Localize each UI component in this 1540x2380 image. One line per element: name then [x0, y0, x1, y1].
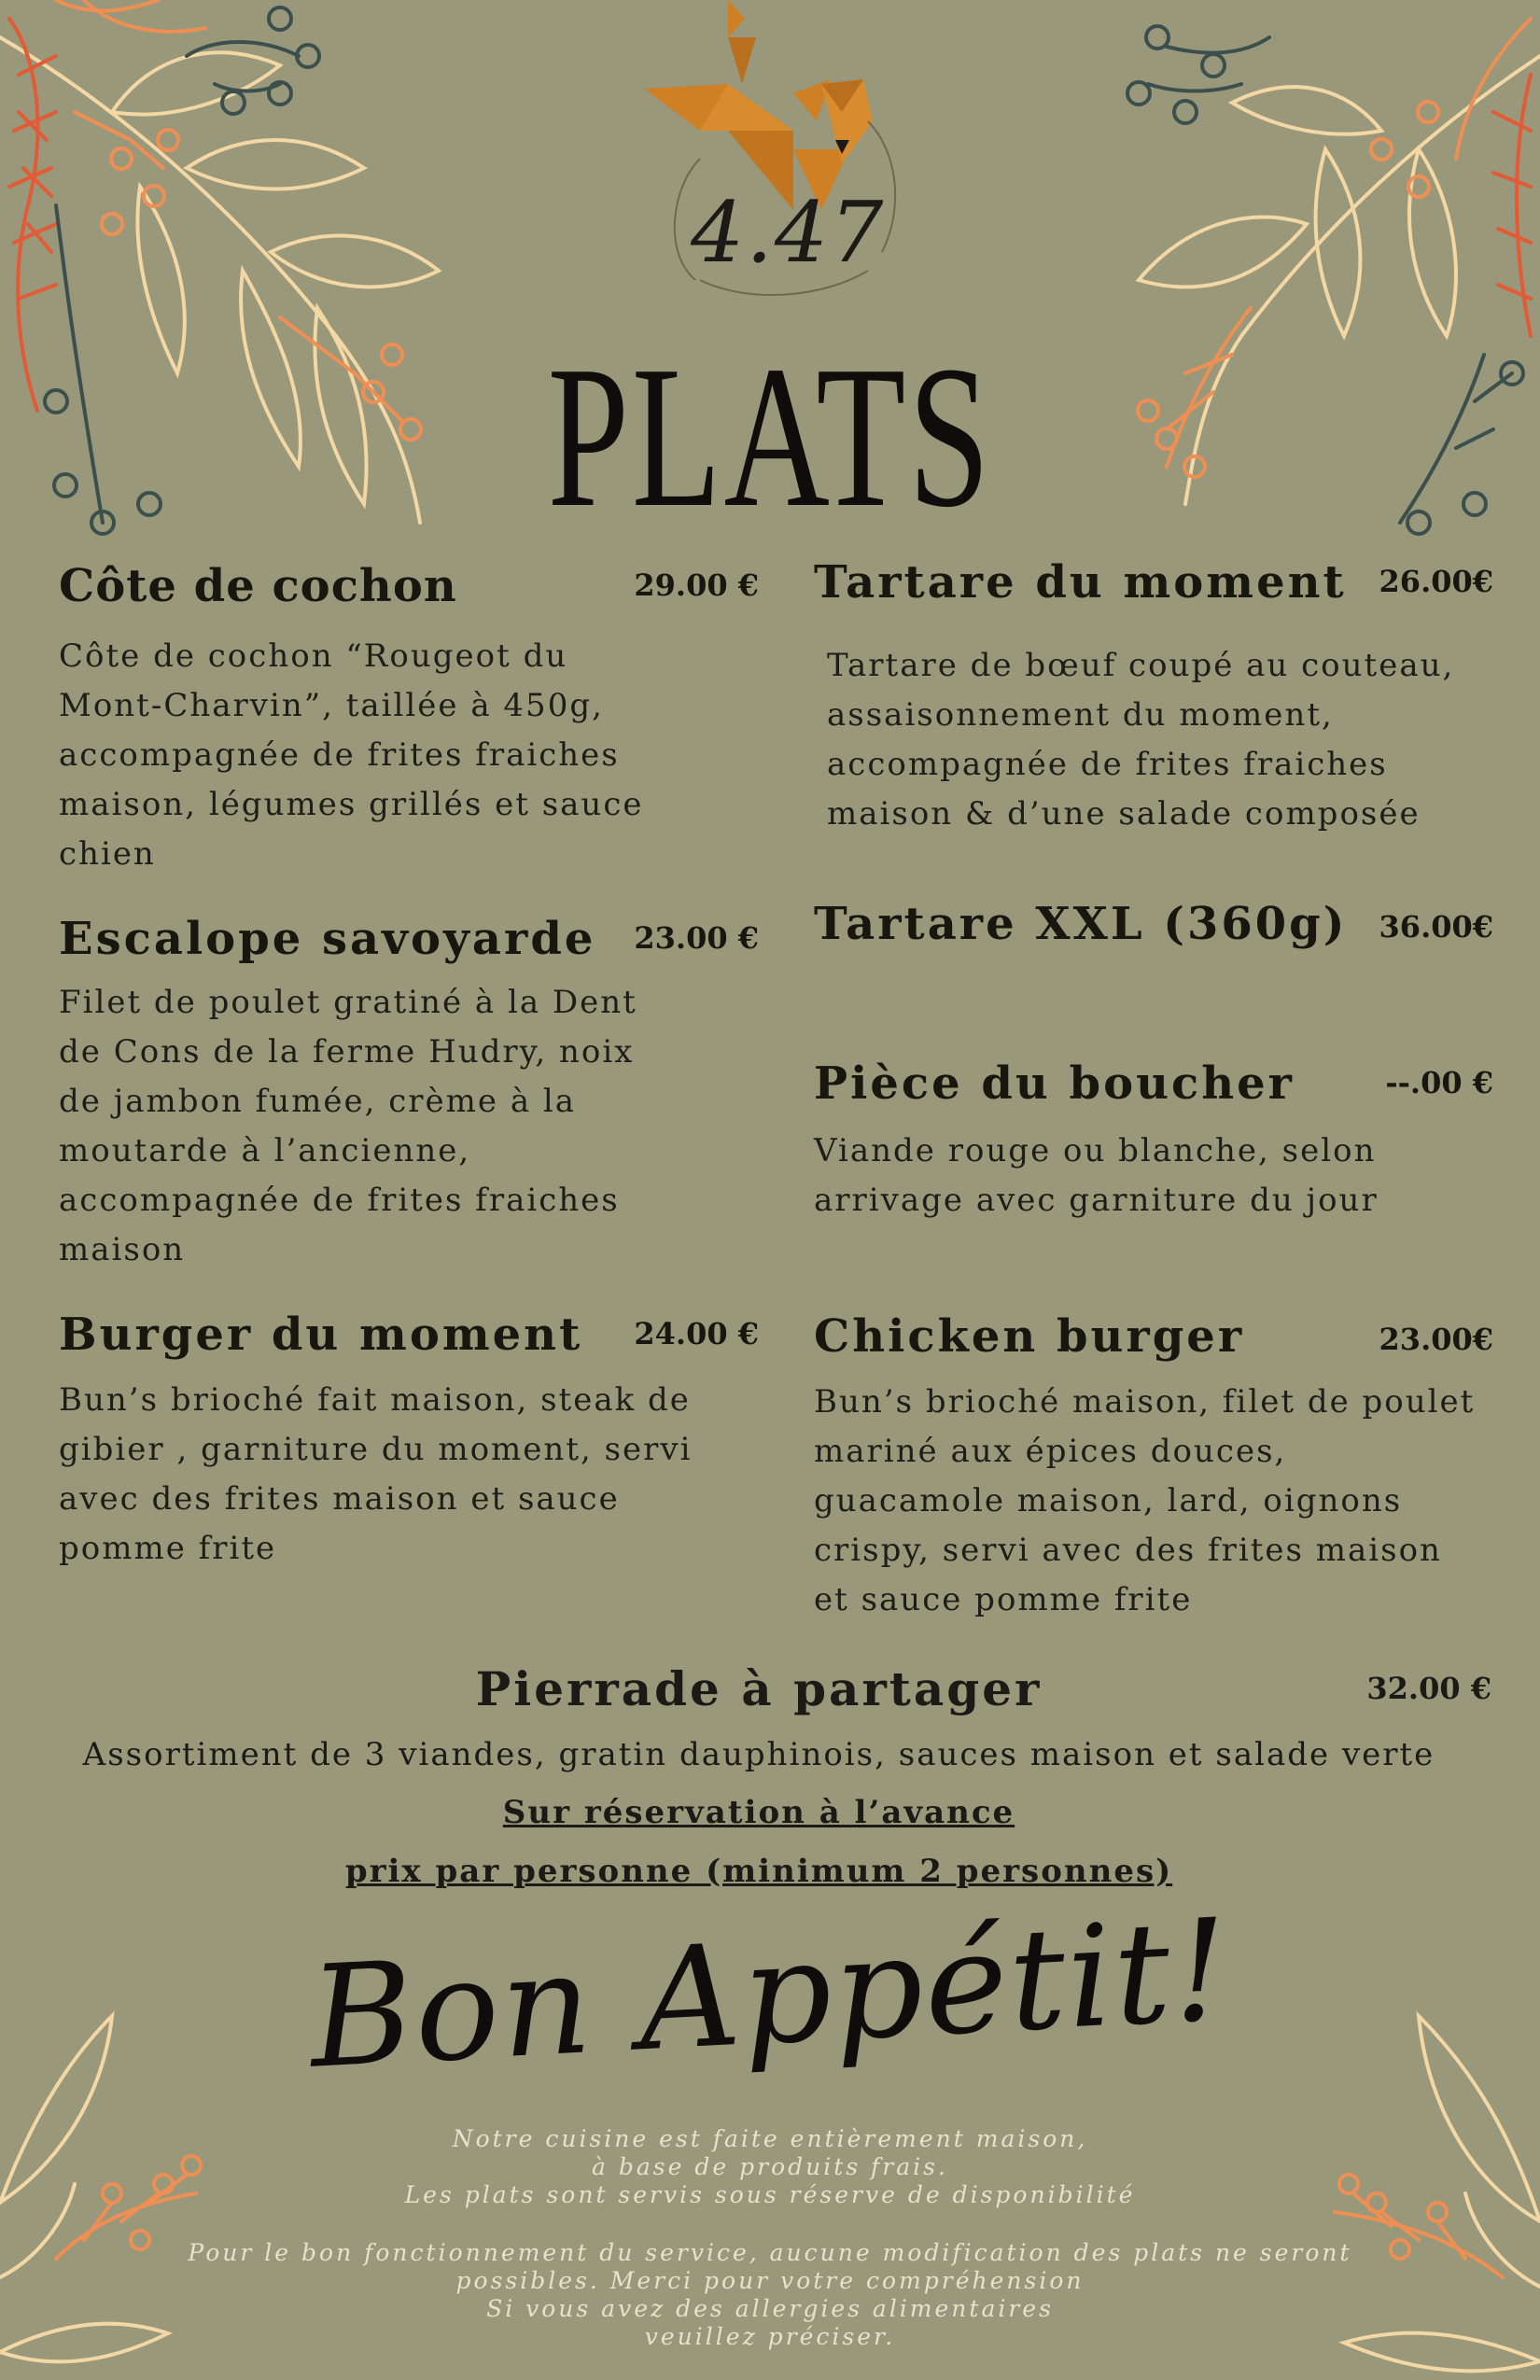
per-person-note: [0, 1853, 1529, 1890]
note-line: possibles. Merci pour votre compréhension: [455, 2267, 1085, 2294]
dish-price: 26.00€: [1379, 564, 1493, 599]
dish-price: 24.00 €: [634, 1316, 759, 1351]
dish-price: 36.00€: [1379, 909, 1493, 945]
dish-escalope-savoyarde: [59, 913, 759, 1267]
dish-price: 23.00€: [1379, 1322, 1493, 1357]
dish-name: Tartare du moment: [814, 556, 1347, 609]
dish-description: Tartare de bœuf coupé au couteau, assaisonnement du moment, accompagnée de frites fraiches maison & d’une salade composée: [827, 647, 1455, 833]
dish-name: Pièce du boucher: [814, 1057, 1295, 1110]
dish-burger-du-moment: [59, 1309, 759, 1589]
dish-chicken-burger: [814, 1310, 1493, 1637]
dish-description: Viande rouge ou blanche, selon arrivage avec garniture du jour: [814, 1132, 1379, 1219]
dish-description: Bun’s brioché maison, filet de poulet mariné aux épices douces, guacamole maison, lard, oignons crispy, servi avec des frites maison et sauce pomme frite: [814, 1383, 1476, 1618]
dish-name: Escalope savoyarde: [59, 913, 596, 965]
reservation-note: [0, 1794, 1529, 1831]
dish-name: Chicken burger: [814, 1310, 1245, 1363]
dish-description: Côte de cochon “Rougeot du Mont-Charvin”, taillée à 450g, accompagnée de frites fraiches maison, légumes grillés et sauce chien: [59, 637, 644, 873]
dish-price: --.00 €: [1385, 1065, 1493, 1100]
pierrade-name: Pierrade à partager: [475, 1661, 1043, 1716]
dish-price: 23.00 €: [634, 920, 759, 956]
note-line: Si vous avez des allergies alimentaires: [486, 2295, 1054, 2322]
pierrade-description: Assortiment de 3 viandes, gratin dauphinois, sauces maison et salade verte: [82, 1736, 1435, 1773]
dish-description: Filet de poulet gratiné à la Dent de Cons de la ferme Hudry, noix de jambon fumée, crème à la moutarde à l’ancienne, accompagnée de frites fraiches maison: [59, 984, 637, 1268]
note-line: Les plats sont servis sous réserve de disponibilité: [404, 2181, 1136, 2208]
dish-description: Bun’s brioché fait maison, steak de gibier , garniture du moment, servi avec des frites maison et sauce pomme frite: [59, 1381, 693, 1567]
dish-price: 29.00 €: [634, 567, 759, 603]
dish-cote-de-cochon: [59, 560, 759, 877]
dish-piece-du-boucher: [814, 1057, 1493, 1244]
note-line: à base de produits frais.: [592, 2153, 948, 2180]
per-person-text: prix par personne (minimum 2 personnes): [344, 1853, 1173, 1890]
dish-name: Tartare XXL (360g): [814, 898, 1348, 950]
dish-name: Burger du moment: [59, 1309, 583, 1361]
logo-text: 4.47: [691, 184, 886, 282]
dish-tartare-xxl: [814, 898, 1493, 963]
note-line: Notre cuisine est faite entièrement maison,: [452, 2125, 1088, 2152]
note-line: veuillez préciser.: [644, 2323, 896, 2350]
note-line: Pour le bon fonctionnement du service, aucune modification des plats ne seront: [188, 2239, 1352, 2266]
pierrade-price: 32.00 €: [1366, 1671, 1491, 1706]
dish-tartare-du-moment: [814, 556, 1493, 836]
bon-appetit-script: Bon Appétit!: [305, 1889, 1235, 2100]
dish-name: Côte de cochon: [59, 560, 457, 612]
restaurant-logo: [635, 0, 915, 308]
reservation-text: Sur réservation à l’avance: [502, 1794, 1015, 1831]
page-title: PLATS: [547, 325, 993, 550]
